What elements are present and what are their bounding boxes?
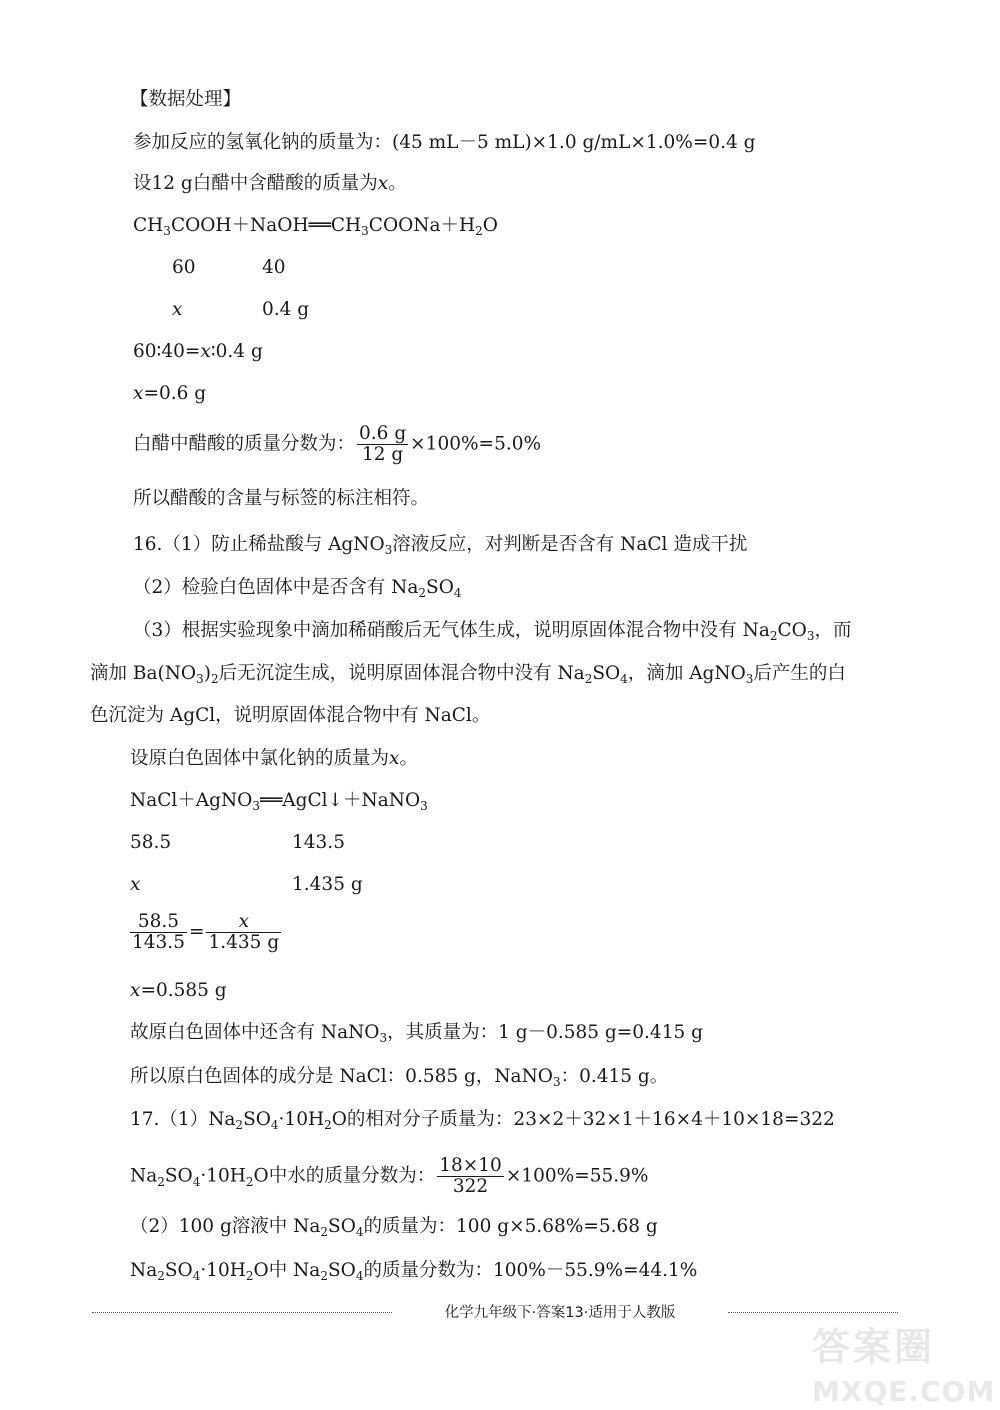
q16-a1: 16.（1）防止稀盐酸与 AgNO$_3$溶液反应，对判断是否含有 NaCl 造成干扰 <box>133 534 748 557</box>
naoh-mass-line: 参加反应的氢氧化钠的质量为：(45 mL－5 mL)×1.0 g/mL×1.0%=0.4 g <box>133 132 756 153</box>
proportion-line: $\frac{58.5}{143.5}$ = $\frac{x}{1.435 g}$ <box>132 911 280 953</box>
watermark-logo: 答案圈 <box>812 1325 936 1369</box>
q17-a2: （2）100 g溶液中 $Na_2SO_4$的质量为：100 g×5.68%=5.68 g <box>130 1216 658 1239</box>
section-title: 【数据处理】 <box>130 89 242 110</box>
q16-a2: （2）检验白色固体中是否含有 $Na_2SO_4$ <box>133 577 462 600</box>
watermark <box>812 1316 996 1408</box>
water-fraction-line: $Na_2SO_4\cdot 10H_2O$中水的质量分数为： $\frac{18\times 10}{322}$ ×100%=55.9% <box>130 1155 649 1197</box>
fraction: $\frac{58.5}{143.5}$ <box>132 911 185 953</box>
molar-mass-nacl: 58.5 <box>130 832 172 853</box>
mass-agcl: 1.435 g <box>292 874 363 895</box>
molar-mass-agcl: 143.5 <box>292 832 345 853</box>
footer-divider-left <box>92 1312 392 1313</box>
fraction: $\frac{x}{1.435 g}$ <box>208 911 280 953</box>
result-x-nacl: x=0.585 g <box>130 980 227 1001</box>
mass-x-nacl: x <box>130 874 141 895</box>
q17-a1: $17.(1)Na_2SO_4\cdot 10H_2O$的相对分子质量为：23×2＋32×1＋16×4＋10×18=322 <box>130 1109 835 1132</box>
watermark-site: MXQE.COM <box>812 1375 996 1408</box>
q16-a3-line1: （3）根据实验现象中滴加稀硝酸后无气体生成，说明原固体混合物中没有 $Na_2CO_3$，而 <box>133 620 852 643</box>
nano3-mass-line: 故原白色固体中还含有 NaNO$_3$，其质量为：1 g－0.585 g=0.415 g <box>130 1022 703 1045</box>
mass-x: x <box>172 299 183 320</box>
ratio-line: 60∶40=x∶0.4 g <box>133 341 263 362</box>
q16-let-x: 设原白色固体中氯化钠的质量为x。 <box>130 748 418 769</box>
q16-a3-line2: 滴加 $Ba(NO_3)_2$后无沉淀生成，说明原固体混合物中没有 $Na_2SO_4$，滴加 AgNO$_3$后产生的白 <box>90 663 846 686</box>
na2so4-fraction-line: $Na_2SO_4\cdot 10H_2O$中 $Na_2SO_4$的质量分数为：100%－55.9%=44.1% <box>130 1260 698 1283</box>
conclusion-line: 所以醋酸的含量与标签的标注相符。 <box>133 488 430 509</box>
molar-mass-naoh: 40 <box>262 257 286 278</box>
page-footer <box>92 1301 898 1325</box>
result-x-line: x=0.6 g <box>133 383 207 404</box>
q16-a3-line3: 色沉淀为 AgCl，说明原固体混合物中有 NaCl。 <box>90 705 491 726</box>
mass-fraction-line: 白醋中醋酸的质量分数为： $\frac{0.6 g}{12 g}$ ×100%=5.0% <box>133 423 542 465</box>
mass-naoh: 0.4 g <box>262 299 310 320</box>
precipitation-equation: NaCl＋AgNO$_3$══AgCl↓＋NaNO$_3$ <box>130 790 428 813</box>
molar-mass-acid: 60 <box>172 257 196 278</box>
composition-line: 所以原白色固体的成分是 NaCl：0.585 g，NaNO$_3$：0.415 g。 <box>130 1066 669 1089</box>
let-x-line: 设12 g白醋中含醋酸的质量为x。 <box>133 173 407 194</box>
footer-text: 化学九年级下·答案13·适用于人教版 <box>444 1305 676 1321</box>
fraction: $\frac{18\times 10}{322}$ <box>439 1155 502 1197</box>
footer-divider-right <box>728 1312 898 1313</box>
acid-base-equation: $CH_3COOH+NaOH══CH_3COONa+H_2O$ <box>133 215 498 238</box>
fraction: $\frac{0.6 g}{12 g}$ <box>359 423 407 465</box>
